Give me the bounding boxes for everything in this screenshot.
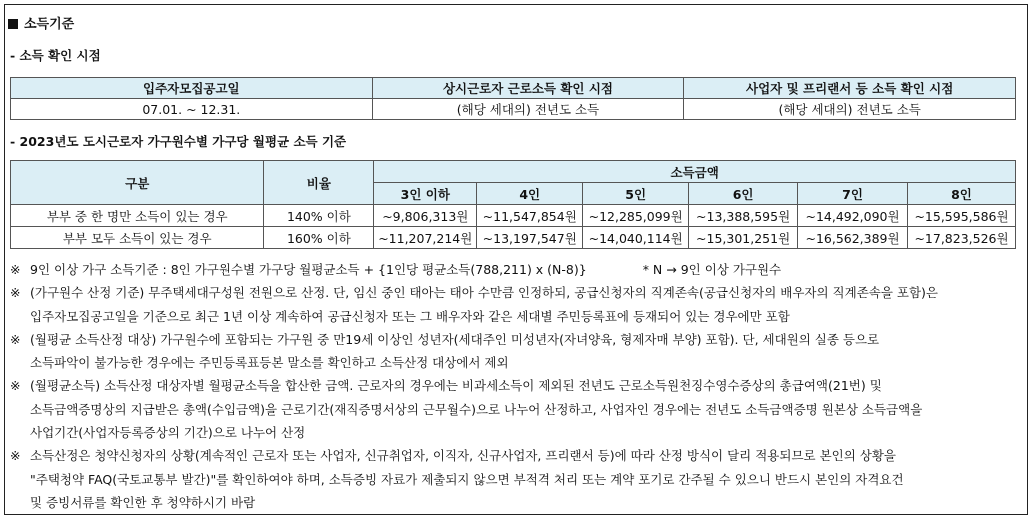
notes [10,258,1022,514]
income-value: ~14,040,114원 [583,227,689,249]
note-item: ※ (월평균소득) 소득산정 대상자별 월평균소득을 합산한 금액. 근로자의 경우에는 비과세소득이 제외된 전년도 근로소득원천징수영수증상의 총급여액(21번) 및 소득금액증명상의 지급받은 총액(수입금액)을 근로기간(재직증명서상의 근무월수)으로 나누어 산정하고, 사업자인 경우에는 전년도 소득금액증명 원본상 소득금액을 사업기간(사업자등록증상의 기간)으로 나누어 산정 [10,378,923,441]
header-household: 8인 [908,183,1016,205]
table-header: 입주자모집공고일 [11,78,373,99]
income-value: ~15,595,586원 [908,205,1016,227]
header-household: 5인 [583,183,689,205]
income-value: ~13,388,595원 [689,205,798,227]
note-item: ※ (월평균 소득산정 대상) 가구원수에 포함되는 가구원 중 만19세 이상인 성년자(세대주인 미성년자(자녀양육, 형제자매 부양) 포함). 단, 세대원의 실종 등으로 소득파악이 불가능한 경우에는 주민등록표등본 말소를 확인하고 소득산정 대상에서 제외 [10,331,880,371]
note-item: ※ (가구원수 산정 기준) 무주택세대구성원 전원으로 산정. 단, 임신 중인 태아는 태아 수만큼 인정하되, 공급신청자의 직계존속(공급신청자의 배우자의 직계존속을 포함)은 입주자모집공고일을 기준으로 최근 1년 이상 계속하여 공급신청자 또는 그 배우자와 같은 세대별 주민등록표에 등재되어 있는 경우에만 포함 [10,285,939,324]
header-household: 3인 이하 [374,183,477,205]
table-cell: (해당 세대의) 전년도 소득 [372,99,684,120]
row-category: 부부 중 한 명만 소득이 있는 경우 [11,205,264,227]
income-table [10,160,1016,249]
section-title: 소득기준 [8,13,74,32]
income-value: ~15,301,251원 [689,227,798,249]
black-square-icon [8,19,18,29]
income-value: ~12,285,099원 [583,205,689,227]
check-time-table [10,77,1016,120]
income-value: ~16,562,389원 [798,227,908,249]
header-income-amount: 소득금액 [374,161,1016,183]
row-ratio: 140% 이하 [264,205,374,227]
table-header: 상시근로자 근로소득 확인 시점 [372,78,684,99]
header-ratio: 비율 [264,161,374,205]
header-household: 7인 [798,183,908,205]
income-table-subtitle: - 2023년도 도시근로자 가구원수별 가구당 월평균 소득 기준 [10,134,347,149]
note-item: ※ 소득산정은 청약신청자의 상황(계속적인 근로자 또는 사업자, 신규취업자, 이직자, 신규사업자, 프리랜서 등)에 따라 산정 방식이 달리 적용되므로 본인의 상황을 "주택청약 FAQ(국토교통부 발간)"를 확인하여야 하며, 소득증빙 자료가 제출되지 않으면 부적격 처리 또는 계약 포기로 간주될 수 있으니 반드시 본인의 자격요건 및 증빙서류를 확인한 후 청약하시기 바람 [10,448,904,510]
header-category: 구분 [11,161,264,205]
income-value: ~11,547,854원 [477,205,583,227]
table-header: 사업자 및 프리랜서 등 소득 확인 시점 [684,78,1016,99]
note-item: ※ 9인 이상 가구 소득기준 : 8인 가구원수별 가구당 월평균소득 + {1인당 평균소득(788,211) x (N-8)} * N → 9인 이상 가구원수 [10,262,782,277]
table-cell: 07.01. ~ 12.31. [11,99,373,120]
income-value: ~14,492,090원 [798,205,908,227]
row-ratio: 160% 이하 [264,227,374,249]
header-household: 6인 [689,183,798,205]
header-household: 4인 [477,183,583,205]
table-row [11,227,1016,249]
income-value: ~11,207,214원 [374,227,477,249]
check-time-subtitle: - 소득 확인 시점 [10,48,101,63]
income-value: ~9,806,313원 [374,205,477,227]
table-cell: (해당 세대의) 전년도 소득 [684,99,1016,120]
income-value: ~17,823,526원 [908,227,1016,249]
table-row [11,205,1016,227]
row-category: 부부 모두 소득이 있는 경우 [11,227,264,249]
income-value: ~13,197,547원 [477,227,583,249]
